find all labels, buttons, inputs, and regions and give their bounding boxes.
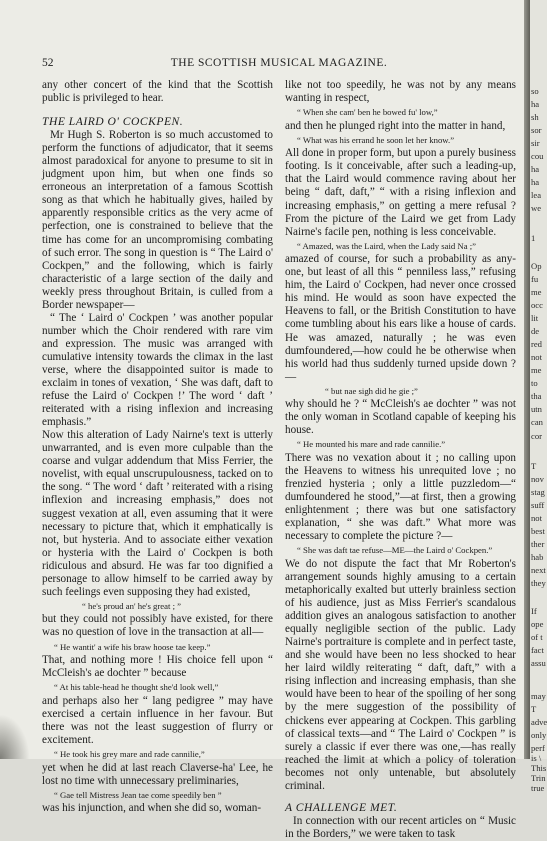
next-page-text-fragment: to <box>531 378 538 388</box>
next-page-text-fragment: sh <box>531 112 539 122</box>
next-page-text-fragment: is \ <box>531 753 542 763</box>
next-page-text-fragment: they <box>531 578 546 588</box>
paragraph: In connection with our recent articles on “ Music in the Borders,” we were taken to task <box>285 814 516 840</box>
next-page-text-fragment: occ <box>531 300 543 310</box>
next-page-text-fragment: 1 <box>531 233 536 243</box>
paragraph: There was no vexation about it ; no calling upon the Heavens to witness his unrequited love ; no frenzied hysteria ; only a little puzzledom—“ dumfoundered he stood,”—at first, then a growing enlightenment ; there was but one satisfactory explanation, “ she was daft.” What more was necessary to complete the picture ?— <box>285 452 516 543</box>
next-page-text-fragment: adve <box>531 717 547 727</box>
next-page-text-fragment: This <box>531 763 547 773</box>
next-page-text-fragment: fu <box>531 274 539 284</box>
paragraph: amazed of course, for such a probability as any-one, but least of all this “ penniless lass,” refusing him, the Laird o' Cockpen, had never once crossed his mind. He would as soon have expected the Heavens to fall, or the British Constitution to have come tumbling about his ears like a house of cards. He was amazed, naturally ; he was even dumfoundered,—how could he be otherwise when his world had thus suddenly turned upside down ?— <box>285 253 516 383</box>
page-header <box>42 57 516 73</box>
next-page-text-fragment: hab <box>531 552 544 562</box>
next-page-text-fragment: perf <box>531 743 545 753</box>
paragraph: That, and nothing more ! His choice fell upon “ McCleish's ae dochter ” because <box>42 654 273 680</box>
next-page-text-fragment: cou <box>531 151 544 161</box>
section-heading: A CHALLENGE MET. <box>285 800 398 814</box>
paragraph: and then he plunged right into the matter in hand, <box>285 119 506 132</box>
next-page-text-fragment: red <box>531 339 542 349</box>
next-page-text-fragment: sir <box>531 138 540 148</box>
page-number: 52 <box>42 57 54 69</box>
next-page-text-fragment: ther <box>531 539 545 549</box>
next-page-text-fragment: of t <box>531 632 543 642</box>
next-page-text-fragment: me <box>531 287 542 297</box>
next-page-text-fragment: If <box>531 606 537 616</box>
paragraph: All done in proper form, but upon a purely business footing. Is it conceivable, after such a leading-up, that the Laird would commence raving about her being “ daft, daft,” “ with a rising inflexion and increasing emphasis,” on getting a mere refusal ? From the picture of the Laird we get from Lady Nairne's facile pen, nothing is less conceivable. <box>285 147 516 238</box>
next-page-text-fragment: next <box>531 565 546 575</box>
next-page-text-fragment: so <box>531 86 539 96</box>
next-page-text-fragment: assu <box>531 658 546 668</box>
next-page-text-fragment: ha <box>531 99 540 109</box>
verse-quote: “ He took his grey mare and rade cannilie,” <box>54 748 205 759</box>
verse-quote: “ He mounted his mare and rade cannilie.” <box>297 439 446 450</box>
right-column <box>285 79 516 841</box>
next-page-text-fragment: ha <box>531 177 540 187</box>
next-page-text-fragment: Op <box>531 261 542 271</box>
next-page-text-fragment: Trin <box>531 773 546 783</box>
next-page-text-fragment: fact <box>531 645 544 655</box>
next-page-text-fragment: cor <box>531 431 542 441</box>
next-page-text-fragment: utn <box>531 404 542 414</box>
next-page-text-fragment: nov <box>531 474 544 484</box>
next-page-text-fragment: me <box>531 365 542 375</box>
left-column <box>42 79 273 815</box>
next-page-text-fragment: stag <box>531 487 545 497</box>
verse-quote: “ He wantit' a wife his braw hoose tae keep.” <box>54 641 211 652</box>
next-page-text-fragment: can <box>531 417 543 427</box>
verse-quote: “ At his table-head he thought she'd look well,” <box>54 682 219 693</box>
verse-quote: “ Amazed, was the Laird, when the Lady said Na ;” <box>297 240 476 251</box>
next-page-text-fragment: suff <box>531 500 545 510</box>
intro-paragraph: any other concert of the kind that the Scottish public is privileged to hear. <box>42 79 273 105</box>
verse-quote: “ When she cam' ben he bowed fu' low,” <box>297 107 438 118</box>
page-corner-shadow <box>0 714 30 759</box>
next-page-text-fragment: we <box>531 203 542 213</box>
verse-quote: “ he's proud an' he's great ; ” <box>82 600 182 611</box>
paragraph: was his injunction, and when she did so, woman- <box>42 802 262 815</box>
verse-quote: “ What was his errand he soon let her know.” <box>297 134 455 145</box>
verse-quote: “ She was daft tae refuse—ME—the Laird o' Cockpen.” <box>297 545 493 556</box>
next-page-text-fragment: tha <box>531 391 542 401</box>
next-page-text-fragment: de <box>531 326 540 336</box>
running-title: THE SCOTTISH MUSICAL MAGAZINE. <box>170 57 388 69</box>
next-page-text-fragment: not <box>531 513 542 523</box>
next-page-text-fragment: T <box>531 704 537 714</box>
paragraph: and perhaps also her “ lang pedigree ” may have exercised a certain influence in her favour. But there was not the least suggestion of flurry or excitement. <box>42 694 273 746</box>
verse-quote: “ Gae tell Mistress Jean tae come speedily ben ” <box>54 789 222 800</box>
verse-quote: “ but nae sigh did he gie ;” <box>325 385 418 396</box>
next-page-text-fragment: not <box>531 352 542 362</box>
paragraph: but they could not possibly have existed, for there was no question of love in the transaction at all— <box>42 613 273 639</box>
next-page-text-fragment: true <box>531 783 545 793</box>
next-page-text-fragment: lea <box>531 190 542 200</box>
article-heading: THE LAIRD O' COCKPEN. <box>42 115 184 129</box>
next-page-text-fragment: may <box>531 691 546 701</box>
next-page-text-fragment: best <box>531 526 545 536</box>
paragraph: We do not dispute the fact that Mr Roberton's arrangement sounds highly amusing to a certain metaphorically exalted but utterly brainless section of his audience, just as Miss Ferrier's scandalous addition gives an analogous satisfaction to another equally negligible section of the public. Lady Nairne's portraiture is complete and in perfect taste, and she would have been no less shocked to hear her laird wildly reiterating “ daft, daft,” with a rising inflection and increasing emphasis, than she would have been to hear of the spoiling of her song by the mere suggestion of the possibility of chickens ever appearing at Cockpen. This garbling of classical texts—and “ The Laird o' Cockpen ” is surely a classic if ever there was one,—has really reached the limit at which a policy of toleration becomes not only untenable, but absolutely criminal. <box>285 557 516 792</box>
quoted-paragraph: “ The ‘ Laird o' Cockpen ’ was another popular number which the Choir rendered with rare vim and expression. The music was arranged with cumulative intensity towards the climax in the last verse, where the disappointed suitor is made to exclaim in tones of vexation, ‘ She was daft, daft to refuse the Laird o' Cockpen !’ The word ‘ daft ’ reiterated with a rising inflexion and increasing emphasis.” <box>42 311 273 429</box>
paragraph: why should he ? “ McCleish's ae dochter ” was not the only woman in Scotland capable of keeping his house. <box>285 398 516 437</box>
next-page-text-fragment: only <box>531 730 547 740</box>
paragraph: like not too speedily, he was not by any means wanting in respect, <box>285 79 516 105</box>
next-page-text-fragment: lit <box>531 313 539 323</box>
next-page-text-fragment: T <box>531 461 537 471</box>
next-page-text-fragment: ope <box>531 619 544 629</box>
next-page-text-fragment: sor <box>531 125 542 135</box>
paragraph: yet when he did at last reach Claverse-ha' Lee, he lost no time with unnecessary preliminaries, <box>42 761 273 787</box>
next-page-edge <box>530 0 547 793</box>
paragraph: Mr Hugh S. Roberton is so much accustomed to perform the functions of adjudicator, that it seems almost paradoxical for anyone to presume to sit in judgment upon him, but when one finds so erroneous an interpretation of a famous Scottish song as that which he habitually gives, hailed by apparently responsible critics as the very acme of perfection, one is constrained to believe that the time has come for an uncompromising combating of such error. The song in question is “ The Laird o' Cockpen,” and the following, which is fairly characteristic of a large section of the daily and weekly press throughout Britain, is culled from a Border newspaper— <box>42 129 273 311</box>
next-page-text-fragment: ha <box>531 164 540 174</box>
paragraph: Now this alteration of Lady Nairne's text is utterly unwarranted, and is even more culpable than the coarse and vulgar addendum that Miss Ferrier, the novelist, with equal unscrupulousness, tacked on to the song. “ The word ‘ daft ’ reiterated with a rising inflexion and increasing emphasis,” does not suggest vexation at all, even assuming that it were necessary to picture that, which it emphatically is not, but hysteria. And to associate either vexation or hysteria with the Laird o' Cockpen is both ridiculous and absurd. He was far too dignified a personage to allow himself to be carried away by such feelings even supposing they had existed, <box>42 429 273 598</box>
